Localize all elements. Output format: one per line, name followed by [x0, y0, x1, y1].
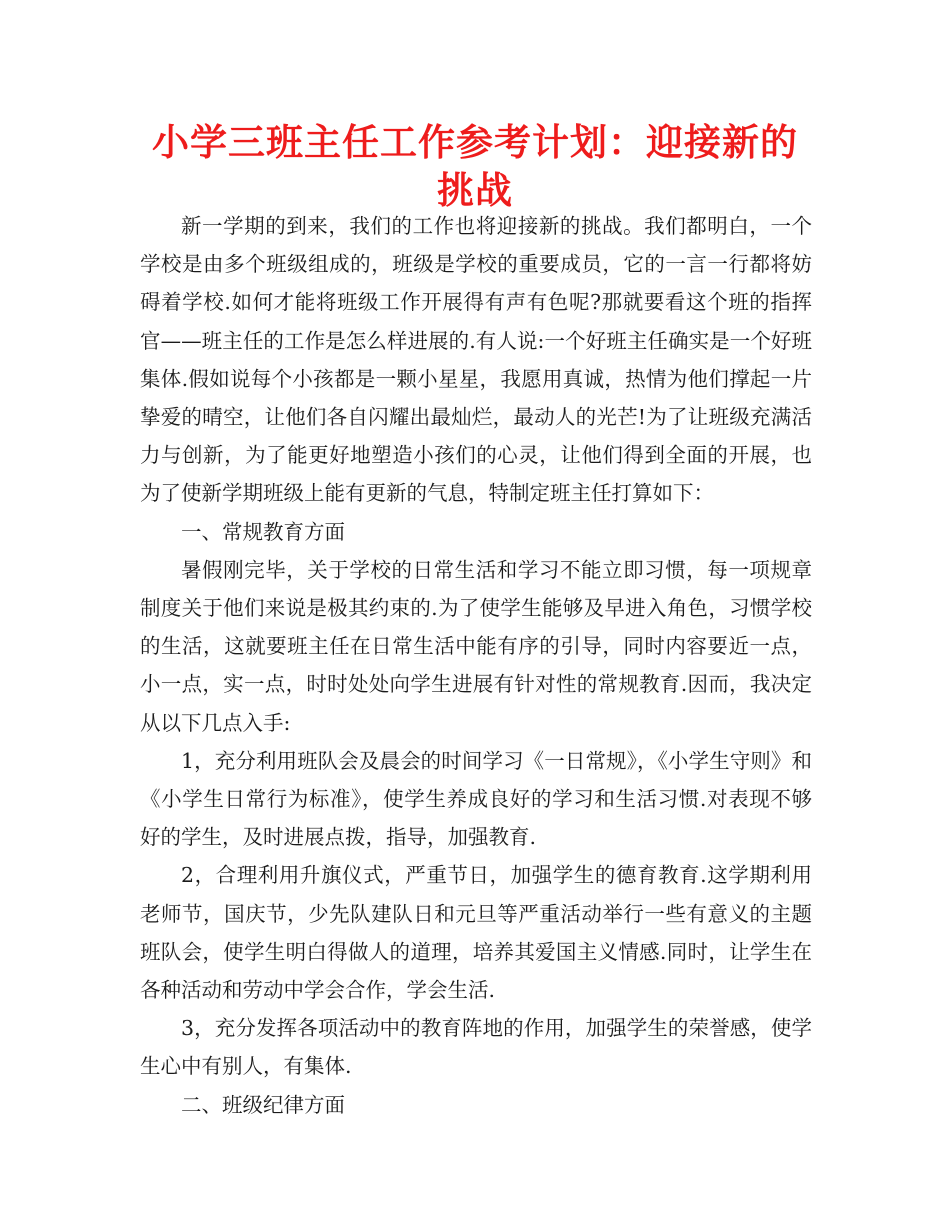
paragraph-intro: 新一学期的到来，我们的工作也将迎接新的挑战。我们都明白，一个学校是由多个班级组成的，班级是学校的重要成员，它的一言一行都将妨碍着学校.如何才能将班级工作开展得有声有色呢?那就要看这个班的指挥官——班主任的工作是怎么样进展的.有人说:一个好班主任确实是一个好班集体.假如说每个小孩都是一颗小星星，我愿用真诚，热情为他们撑起一片挚爱的晴空，让他们各自闪耀出最灿烂，最动人的光芒!为了让班级充满活力与创新，为了能更好地塑造小孩们的心灵，让他们得到全面的开展，也为了使新学期班级上能有更新的气息，特制定班主任打算如下： — [140, 214, 812, 506]
document-body — [140, 207, 812, 1124]
list-item-1: 1，充分利用班队会及晨会的时间学习《一日常规》，《小学生守则》和《小学生日常行为标准》，使学生养成良好的学习和生活习惯.对表现不够好的学生，及时进展点拨，指导，加强教育. — [140, 748, 812, 850]
section-heading-routine-education: 一、常规教育方面 — [181, 519, 345, 544]
list-item-2: 2，合理利用升旗仪式，严重节日，加强学生的德育教育.这学期利用老师节，国庆节，少先队建队日和元旦等严重活动举行一些有意义的主题班队会，使学生明白得做人的道理，培养其爱国主义情感.同时，让学生在各种活动和劳动中学会合作，学会生活. — [140, 863, 812, 1003]
paragraph-routine-intro: 暑假刚完毕，关于学校的日常生活和学习不能立即习惯，每一项规章制度关于他们来说是极其约束的.为了使学生能够及早进入角色，习惯学校的生活，这就要班主任在日常生活中能有序的引导，同时内容要近一点，小一点，实一点，时时处处向学生进展有针对性的常规教育.因而，我决定从以下几点入手: — [140, 557, 812, 735]
document-title: 小学三班主任工作参考计划：迎接新的挑战 — [152, 120, 798, 212]
list-item-3: 3，充分发挥各项活动中的教育阵地的作用，加强学生的荣誉感，使学生心中有别人，有集体. — [140, 1016, 812, 1079]
section-heading-class-discipline: 二、班级纪律方面 — [181, 1092, 345, 1117]
